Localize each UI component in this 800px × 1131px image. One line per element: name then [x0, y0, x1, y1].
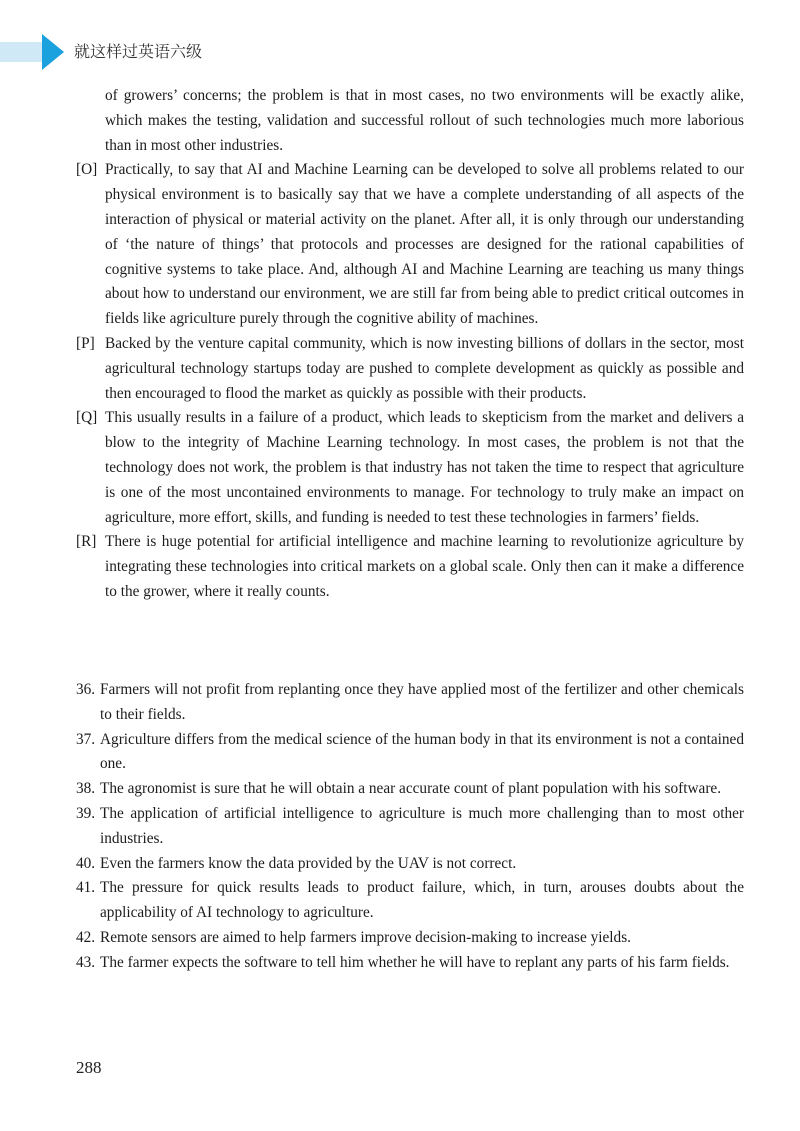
- question-text: Farmers will not profit from replanting once they have applied most of the fertilizer and other chemicals to their fields.: [100, 681, 744, 723]
- header-arrow-icon: [42, 34, 64, 70]
- paragraph-r: [76, 530, 744, 604]
- question-item: [76, 951, 744, 976]
- paragraph-marker: [P]: [76, 334, 95, 352]
- question-text: Remote sensors are aimed to help farmers improve decision-making to increase yields.: [100, 928, 631, 946]
- question-text: The agronomist is sure that he will obtain a near accurate count of plant population with his software.: [100, 780, 722, 798]
- continuation-paragraph: [76, 84, 744, 158]
- question-number: 38.: [76, 780, 96, 798]
- paragraph-p: [76, 332, 744, 406]
- book-title: 就这样过英语六级: [74, 42, 203, 61]
- question-number: 43.: [76, 953, 96, 971]
- question-item: [76, 728, 744, 778]
- question-item: [76, 678, 744, 728]
- question-item: [76, 852, 744, 877]
- question-list: [76, 678, 744, 976]
- question-item: [76, 926, 744, 951]
- page-number: 288: [76, 1058, 102, 1077]
- paragraph-text: Backed by the venture capital community, which is now investing billions of dollars in the sector, most agricultural technology startups today are pushed to complete development as quickly as possible and then encouraged to flood the market as quickly as possible with their products.: [105, 334, 744, 402]
- paragraph-marker: [R]: [76, 533, 97, 551]
- question-text: The farmer expects the software to tell him whether he will have to replant any parts of his farm fields.: [100, 953, 730, 971]
- passage: [76, 84, 744, 605]
- question-number: 40.: [76, 854, 96, 872]
- paragraph-text: There is huge potential for artificial intelligence and machine learning to revolutionize agriculture by integrating these technologies into critical markets on a global scale. Only then can it make a difference to the grower, where it really counts.: [105, 533, 744, 600]
- question-number: 42.: [76, 928, 96, 946]
- paragraph-text: This usually results in a failure of a product, which leads to skepticism from the market and delivers a blow to the integrity of Machine Learning technology. In most cases, the problem is not that the technology does not work, the problem is that industry has not taken the time to respect that agriculture is one of the most uncontained environments to manage. For technology to truly make an impact on agriculture, more effort, skills, and funding is needed to test these technologies in farmers’ fields.: [105, 409, 744, 526]
- question-item: [76, 777, 744, 802]
- question-number: 41.: [76, 879, 96, 897]
- page-header: [0, 28, 300, 70]
- question-text: Agriculture differs from the medical science of the human body in that its environment is not a contained one.: [100, 730, 744, 773]
- question-text: The application of artificial intelligence to agriculture is much more challenging than to most other industries.: [100, 804, 744, 847]
- paragraph-text: Practically, to say that AI and Machine Learning can be developed to solve all problems related to our physical environment is to basically say that we have a complete understanding of all aspects of the interaction of physical or material activity on the planet. After all, it is only through our understanding of ‘the nature of things’ that protocols and processes are designed for the rational capabilities of cognitive systems to take place. And, although AI and Machine Learning are teaching us many things about how to understand our environment, we are still far from being able to predict critical outcomes in fields like agriculture purely through the cognitive ability of machines.: [105, 161, 744, 328]
- question-number: 36.: [76, 681, 96, 698]
- question-text: The pressure for quick results leads to product failure, which, in turn, arouses doubts about the applicability of AI technology to agriculture.: [100, 879, 744, 922]
- paragraph-marker: [O]: [76, 161, 98, 179]
- question-number: 37.: [76, 730, 96, 748]
- question-item: [76, 876, 744, 926]
- question-text: Even the farmers know the data provided by the UAV is not correct.: [100, 854, 517, 872]
- paragraph-text: of growers’ concerns; the problem is that in most cases, no two environments will be exactly alike, which makes the testing, validation and successful rollout of such technologies much more laborious than in most other industries.: [105, 87, 744, 154]
- paragraph-q: [76, 406, 744, 530]
- header-band: [0, 42, 44, 62]
- paragraph-o: [76, 158, 744, 332]
- paragraph-marker: [Q]: [76, 409, 98, 427]
- question-item: [76, 802, 744, 852]
- question-number: 39.: [76, 804, 96, 822]
